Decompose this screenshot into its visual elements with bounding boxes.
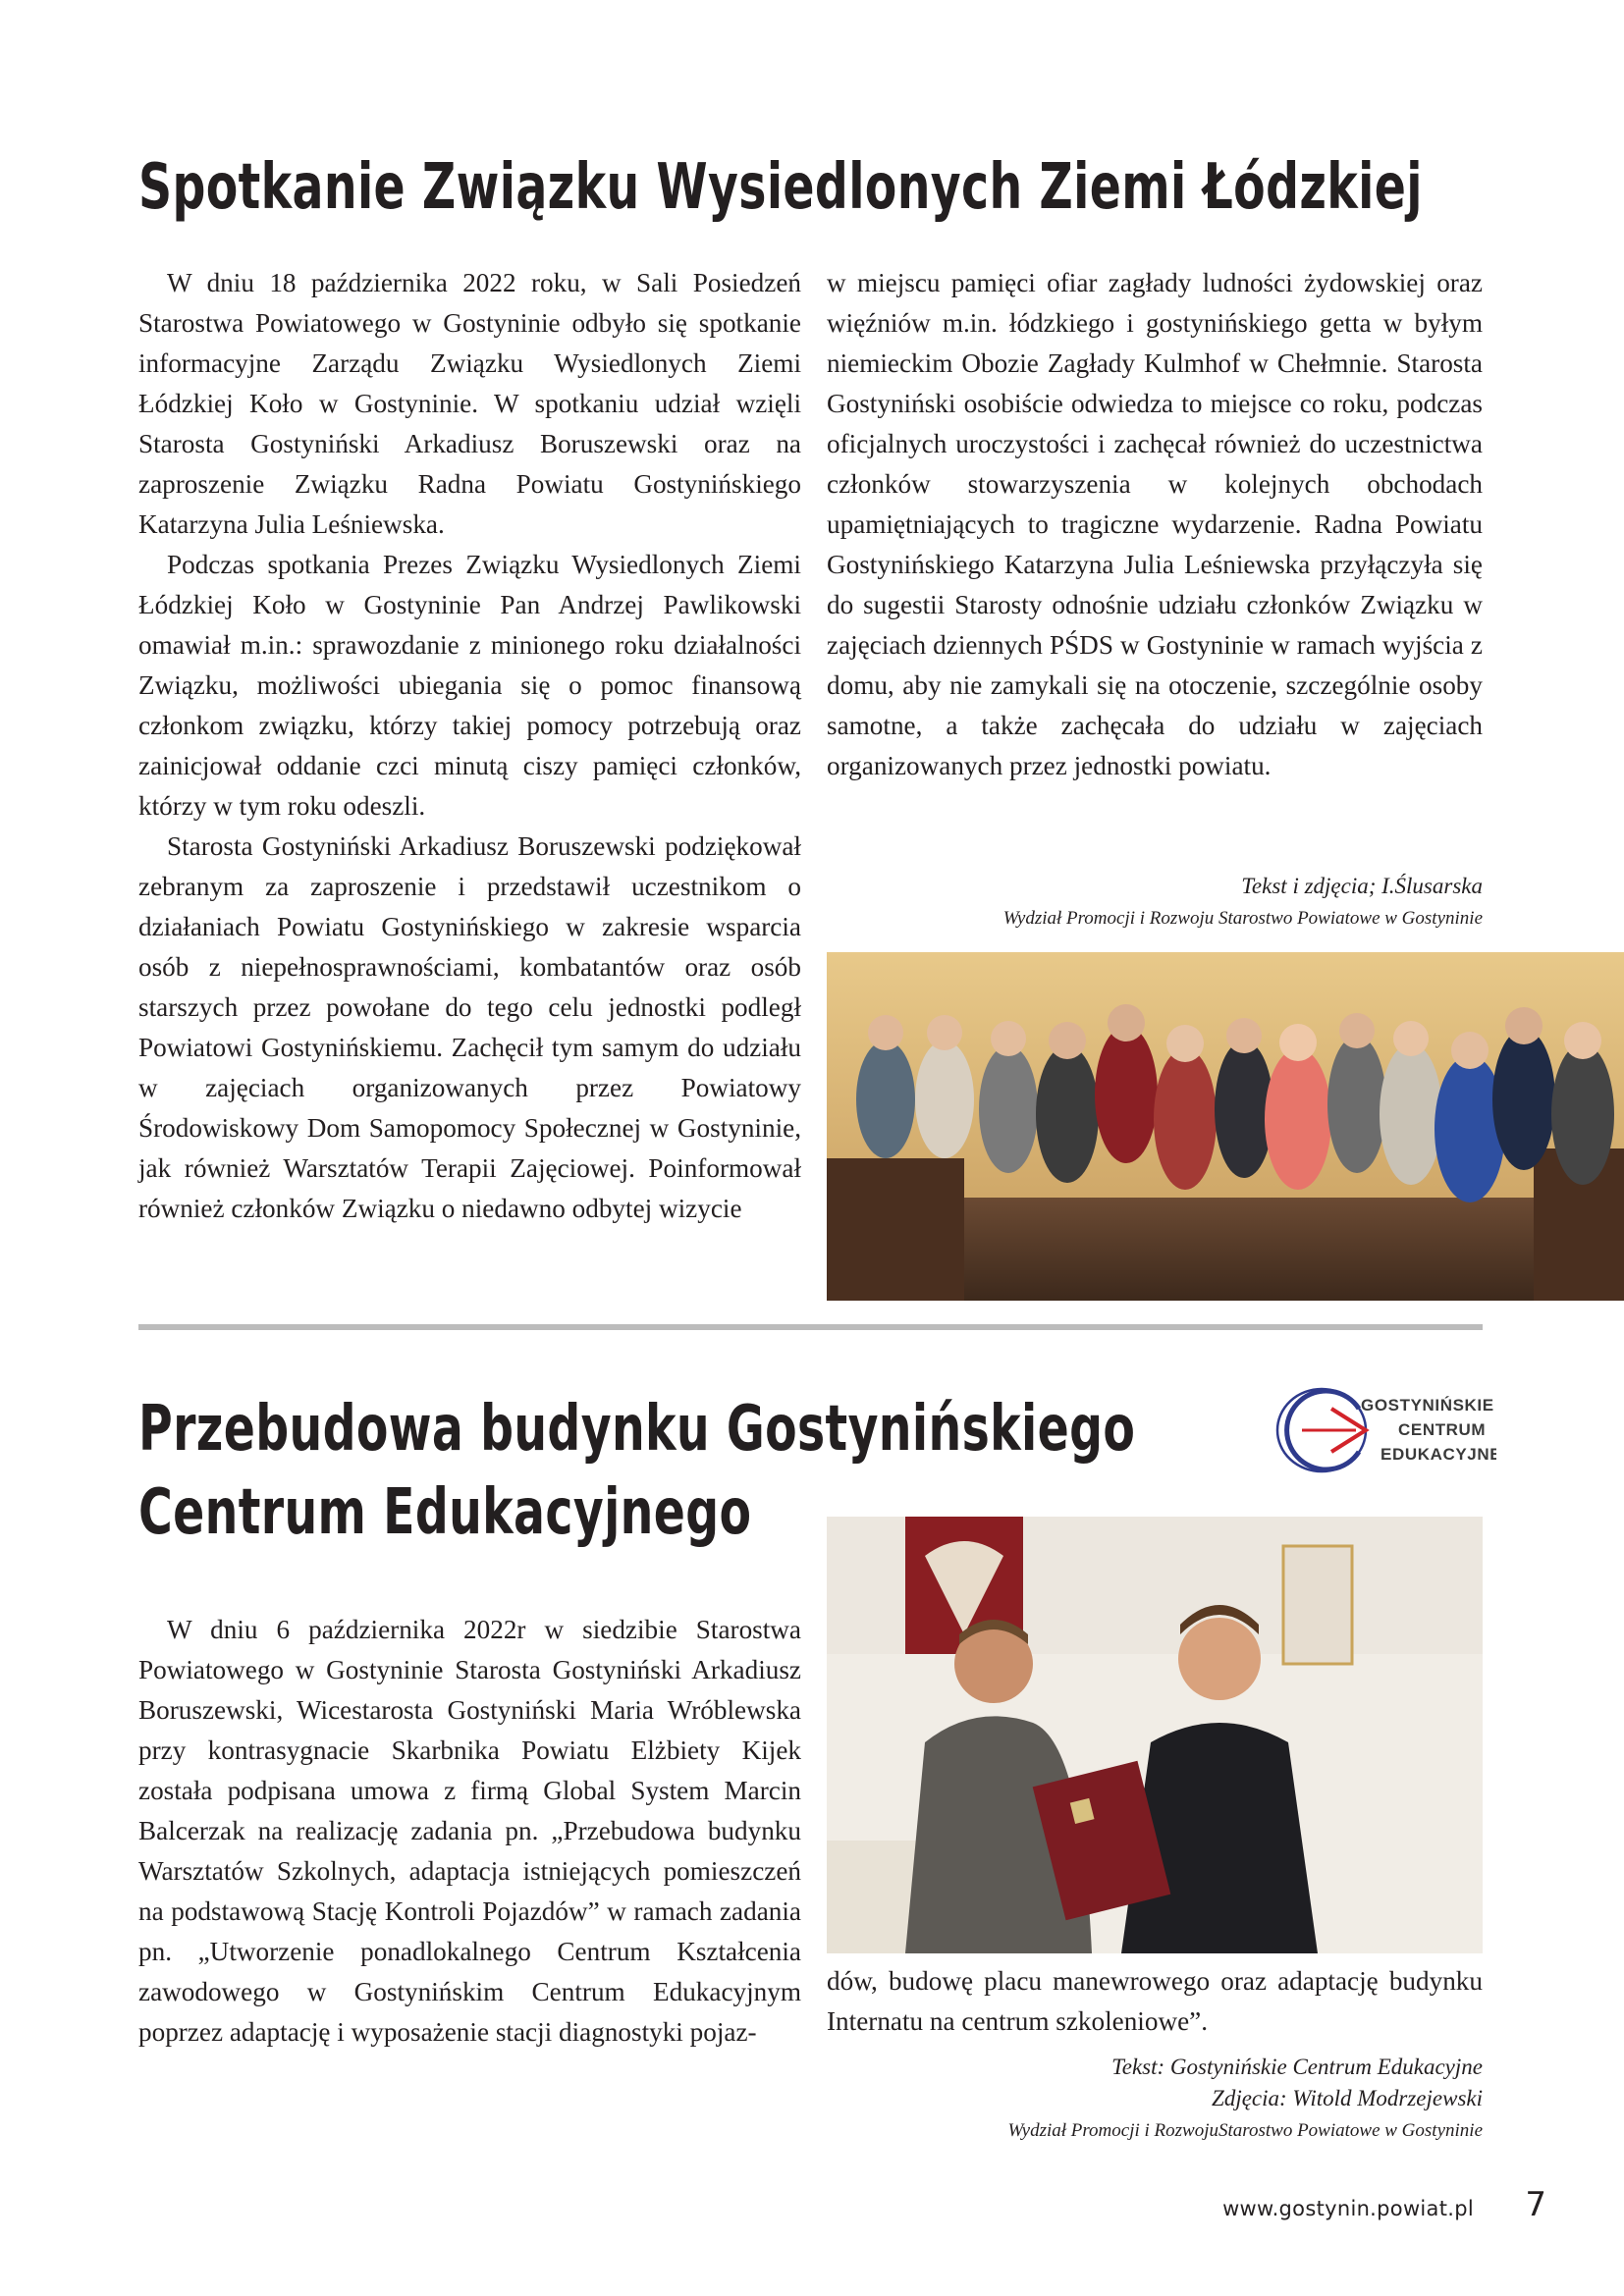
- agreement-photo-image: [827, 1517, 1483, 1953]
- logo-line-1: GOSTYNIŃSKIE: [1361, 1396, 1494, 1415]
- article-1-left-column: [138, 263, 801, 1229]
- group-photo: [827, 952, 1624, 1301]
- article-2-department: Wydział Promocji i RozwojuStarostwo Powiatowe w Gostyninie: [1007, 2120, 1483, 2141]
- logo-line-2: CENTRUM: [1398, 1420, 1487, 1439]
- group-photo-image: [827, 952, 1624, 1301]
- page-number: 7: [1525, 2185, 1546, 2224]
- article-2-title-line-1: Przebudowa budynku Gostynińskiego: [138, 1393, 1136, 1466]
- article-1-title: Spotkanie Związku Wysiedlonych Ziemi Łódzkiej: [138, 151, 1423, 224]
- article-1-right-column: [827, 263, 1483, 786]
- gce-logo-graphic: [1272, 1379, 1496, 1483]
- article-1-credit: Tekst i zdjęcia; I.Ślusarska: [1241, 874, 1483, 898]
- article-2-credit-text: Tekst: Gostynińskie Centrum Edukacyjne: [1111, 2055, 1483, 2079]
- footer-url[interactable]: www.gostynin.powiat.pl: [1222, 2197, 1474, 2220]
- logo-line-3: EDUKACYJNE: [1380, 1445, 1496, 1464]
- article-1-paragraph-1: W dniu 18 października 2022 roku, w Sali Posiedzeń Starostwa Powiatowego w Gostyninie odbyło się spotkanie informacyjne Zarządu Związku Wysiedlonych Ziemi Łódzkiej Koło w Gostyninie. W spotkaniu udział wzięli Starosta Gostyniński Arkadiusz Boruszewski oraz na zaproszenie Związku Radna Powiatu Gostynińskiego Katarzyna Julia Leśniewska.: [138, 268, 801, 539]
- article-1-paragraph-4: w miejscu pamięci ofiar zagłady ludności żydowskiej oraz więźniów m.in. łódzkiego i gostynińskiego getta w byłym niemieckim Obozie Zagłady Kulmhof w Chełmnie. Starosta Gostyniński osobiście odwiedza to miejsce co roku, podczas oficjalnych uroczystości i zachęcał również do uczestnictwa członków stowarzyszenia w kolejnych obchodach upamiętniających to tragiczne wydarzenie. Radna Powiatu Gostynińskiego Katarzyna Julia Leśniewska przyłączyła się do sugestii Starosty odnośnie udziału członków Związku w zajęciach dziennych PŚDS w Gostyninie w ramach wyjścia z domu, aby nie zamykali się na otoczenie, szczególnie osoby samotne, a także zachęcała do udziału w zajęciach organizowanych przez jednostki powiatu.: [827, 268, 1483, 780]
- article-1-department: Wydział Promocji i Rozwoju Starostwo Powiatowe w Gostyninie: [1002, 908, 1483, 929]
- article-2-paragraph-2: dów, budowę placu manewrowego oraz adaptację budynku Internatu na centrum szkoleniowe”.: [827, 1966, 1483, 2036]
- article-2-paragraph-1: W dniu 6 października 2022r w siedzibie Starostwa Powiatowego w Gostyninie Starosta Gostyniński Arkadiusz Boruszewski, Wicestarosta Gostyniński Maria Wróblewska przy kontrasygnacie Skarbnika Powiatu Elżbiety Kijek została podpisana umowa z firmą Global System Marcin Balcerzak na realizację zadania pn. „Przebudowa budynku Warsztatów Szkolnych, adaptacja istniejących pomieszczeń na podstawową Stację Kontroli Pojazdów” w ramach zadania pn. „Utworzenie ponadlokalnego Centrum Kształcenia zawodowego w Gostynińskim Centrum Edukacyjnym poprzez adaptację i wyposażenie stacji diagnostyki pojaz-: [138, 1615, 801, 2047]
- article-1-paragraph-2: Podczas spotkania Prezes Związku Wysiedlonych Ziemi Łódzkiej Koło w Gostyninie Pan Andrzej Pawlikowski omawiał m.in.: sprawozdanie z minionego roku działalności Związku, możliwości ubiegania się o pomoc finansową członkom związku, którzy takiej pomocy potrzebują oraz zainicjował oddanie czci minutą ciszy pamięci członków, którzy w tym roku odeszli.: [138, 550, 801, 821]
- article-2-title-line-2: Centrum Edukacyjnego: [138, 1476, 752, 1549]
- agreement-photo: [827, 1517, 1483, 1953]
- article-2-right-column: [827, 1961, 1483, 2042]
- article-1-paragraph-3: Starosta Gostyniński Arkadiusz Boruszewski podziękował zebranym za zaproszenie i przedstawił uczestnikom o działaniach Powiatu Gostynińskiego w zakresie wsparcia osób z niepełnosprawnościami, kombatantów oraz osób starszych przez powołane do tego celu jednostki podległ Powiatowi Gostynińskiemu. Zachęcił tym samym do udziału w zajęciach organizowanych przez Powiatowy Środowiskowy Dom Samopomocy Społecznej w Gostyninie, jak również Warsztatów Terapii Zajęciowej. Poinformował również członków Związku o niedawno odbytej wizycie: [138, 831, 801, 1223]
- article-2-left-column: [138, 1610, 801, 2053]
- article-2-credit-photo: Zdjęcia: Witold Modrzejewski: [1212, 2086, 1483, 2110]
- gce-logo: [1272, 1379, 1496, 1483]
- section-divider: [138, 1324, 1483, 1330]
